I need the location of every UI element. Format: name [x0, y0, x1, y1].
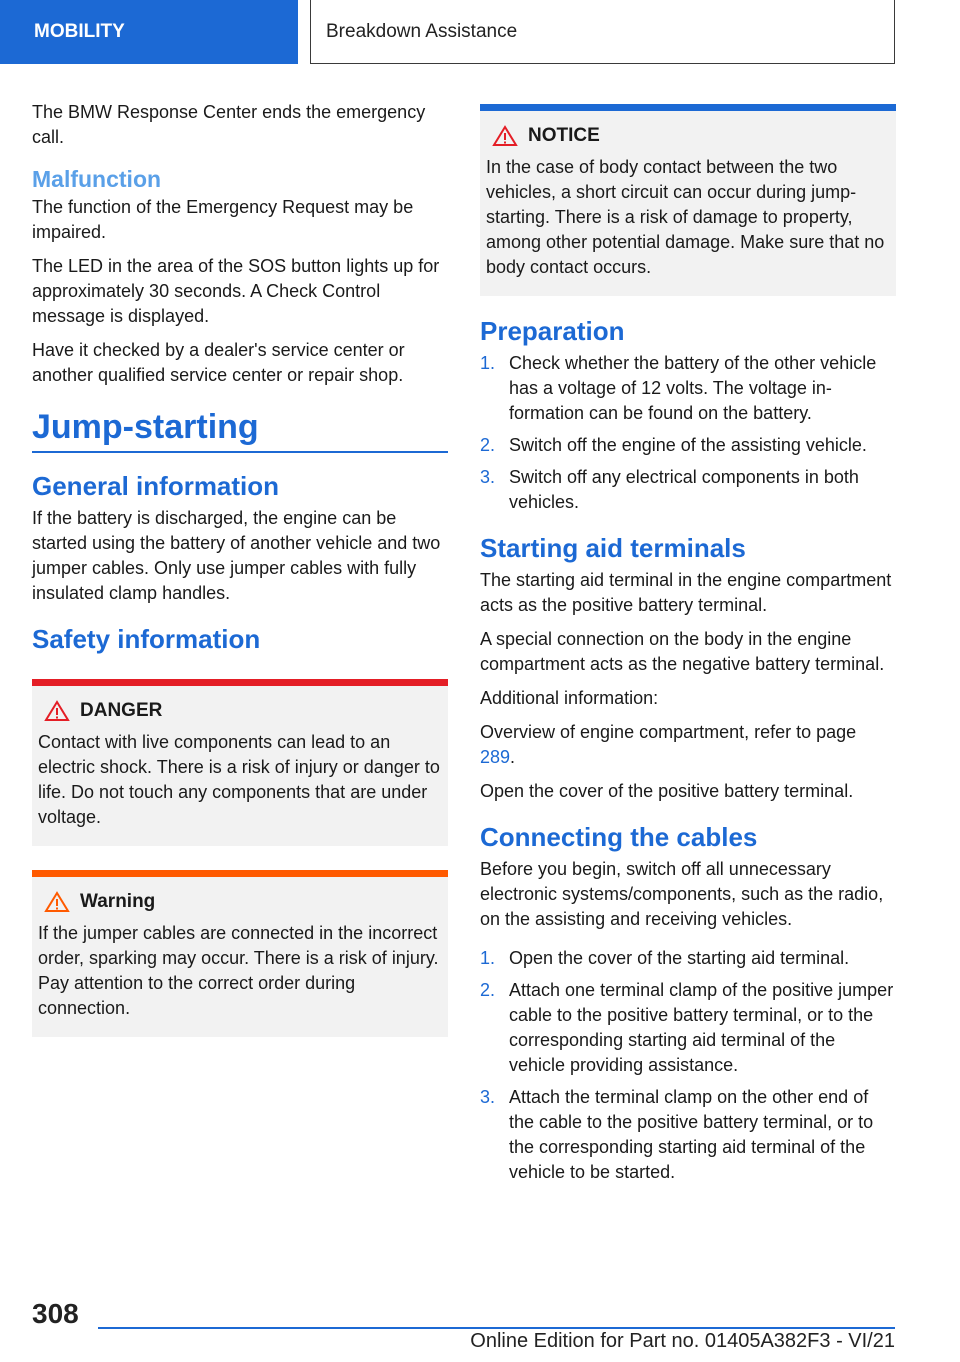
warning-title: Warning: [80, 891, 156, 912]
danger-text: Contact with live components can lead to an electric shock. There is a risk of injury or danger to life. Do not touch any components that are under voltage.: [38, 732, 440, 827]
connecting-steps: [480, 946, 896, 1185]
warning-box: [32, 870, 448, 1037]
list-item: 3. Attach the terminal clamp on the other end of the cable to the positive battery terminal, or to the corresponding starting aid terminal of the vehicle to be started.: [480, 1087, 874, 1182]
malfunction-para-2: The LED in the area of the SOS button lights up for approximately 30 seconds. A Check Control message is displayed.: [32, 256, 440, 326]
section-label: MOBILITY: [34, 21, 125, 42]
notice-title: NOTICE: [528, 125, 600, 146]
preparation-steps: [480, 351, 896, 515]
intro-text: The BMW Response Center ends the emergency call.: [32, 102, 426, 147]
footer-divider: [98, 1327, 895, 1329]
terminals-para-2: A special connection on the body in the engine compartment acts as the negative battery terminal.: [480, 629, 885, 674]
list-item: 1. Check whether the battery of the other vehicle has a voltage of 12 volts. The voltage information can be found on the battery.: [480, 353, 877, 423]
safety-info-heading: Safety information: [32, 624, 261, 654]
terminals-para-4: Overview of engine compartment, refer to page 289.: [480, 722, 857, 767]
terminals-heading: Starting aid terminals: [480, 533, 746, 563]
danger-title: DANGER: [80, 700, 163, 721]
general-info-heading: General information: [32, 471, 280, 501]
malfunction-heading: Malfunction: [32, 166, 162, 192]
notice-box: [480, 104, 896, 296]
terminals-para-3: Additional information:: [480, 688, 659, 708]
page-number: 308: [32, 1298, 79, 1329]
edition-text: Online Edition for Part no. 01405A382F3 - VI/21: [470, 1330, 895, 1352]
jump-starting-heading: Jump-starting: [32, 408, 448, 453]
warning-triangle-icon: [44, 700, 70, 722]
terminals-para-1: The starting aid terminal in the engine compartment acts as the positive battery terminal.: [480, 570, 892, 615]
connecting-intro: Before you begin, switch off all unnecessary electronic systems/components, such as the radio, on the assisting and receiving vehicles.: [480, 859, 884, 929]
left-column: [32, 100, 448, 1057]
warning-text: If the jumper cables are connected in the incorrect order, sparking may occur. There is a risk of injury. Pay attention to the correct order during connection.: [38, 923, 439, 1018]
warning-triangle-icon: [44, 891, 70, 913]
section-tab: [0, 0, 298, 64]
list-item: 1. Open the cover of the starting aid terminal.: [480, 948, 850, 968]
page-link[interactable]: 289: [480, 747, 511, 767]
chapter-header: [310, 0, 895, 64]
malfunction-para-3: Have it checked by a dealer's service center or another qualified service center or repair shop.: [32, 340, 405, 385]
preparation-heading: Preparation: [480, 316, 625, 346]
list-item: 2. Attach one terminal clamp of the positive jumper cable to the positive battery terminal, or to the corresponding starting aid terminal of the vehicle providing assistance.: [480, 980, 894, 1075]
malfunction-para-1: The function of the Emergency Request may be impaired.: [32, 197, 414, 242]
right-column: [480, 104, 896, 1197]
connecting-heading: Connecting the cables: [480, 822, 758, 852]
danger-box: [32, 679, 448, 846]
general-info-text: If the battery is discharged, the engine can be started using the battery of another vehicle and two jumper cables. Only use jumper cables with fully insulated clamp handles.: [32, 508, 441, 603]
chapter-label: Breakdown Assistance: [326, 20, 518, 42]
list-item: 3. Switch off any electrical components in both vehicles.: [480, 467, 859, 512]
notice-text: In the case of body contact between the two vehicles, a short circuit can occur during jump-starting. There is a risk of damage to property, among other potential damage. Make sure that no body contact occurs.: [486, 157, 885, 277]
terminals-para-5: Open the cover of the positive battery terminal.: [480, 781, 854, 801]
warning-triangle-icon: [492, 125, 518, 147]
list-item: 2. Switch off the engine of the assisting vehicle.: [480, 435, 867, 455]
